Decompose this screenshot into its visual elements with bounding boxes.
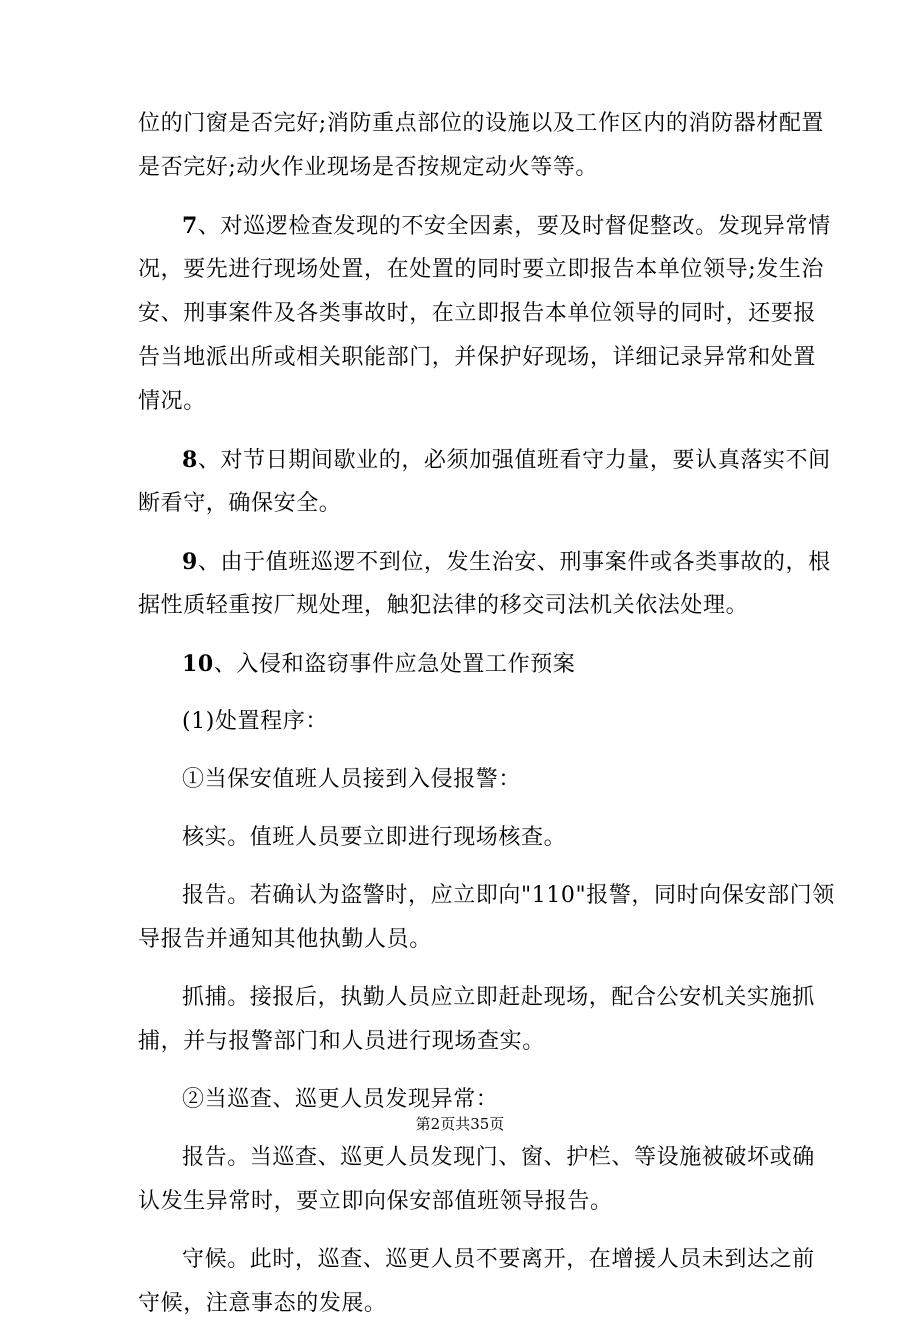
paragraph-gap [138, 628, 788, 642]
paragraph-gap [138, 1064, 788, 1078]
line-text: 报告。当巡查、巡更人员发现门、窗、护栏、等设施被破坏或确 [182, 1145, 815, 1170]
line-text: 告当地派出所或相关职能部门，并保护好现场，详细记录异常和处置 [138, 345, 817, 370]
line-text: ②当巡查、巡更人员发现异常： [182, 1087, 499, 1112]
text-line [138, 976, 815, 1020]
line-text: 守候。此时，巡查、巡更人员不要离开，在增援人员未到达之前 [182, 1247, 815, 1272]
text-line [138, 584, 788, 628]
paragraph-gap [138, 526, 788, 540]
text-line [138, 1136, 815, 1180]
text-line [138, 438, 831, 482]
line-text: 报告。若确认为盗警时，应立即向"110"报警，同时向保安部门领 [182, 883, 835, 908]
line-text: 捕，并与报警部门和人员进行现场查实。 [138, 1029, 545, 1054]
line-text: 断看守，确保安全。 [138, 491, 342, 516]
text-line [138, 336, 817, 380]
text-line [138, 1180, 788, 1224]
paragraph-gap [138, 802, 788, 816]
document-body [138, 102, 835, 1326]
item-number: 7 [182, 213, 198, 239]
line-text: 、入侵和盗窃事件应急处置工作预案 [213, 652, 576, 677]
text-line [138, 146, 788, 190]
line-text: (1)处置程序： [182, 709, 328, 734]
text-line [138, 1282, 788, 1326]
line-text: 、对节日期间歇业的，必须加强值班看守力量，要认真落实不间 [197, 448, 831, 473]
paragraph-gap [138, 424, 788, 438]
line-text: 位的门窗是否完好;消防重点部位的设施以及工作区内的消防器材配置 [138, 111, 825, 136]
paragraph-gap [138, 1224, 788, 1238]
item-number: 10 [182, 651, 214, 677]
line-text: 认发生异常时，要立即向保安部值班领导报告。 [138, 1189, 613, 1214]
line-text: ①当保安值班人员接到入侵报警： [182, 767, 522, 792]
text-line [138, 380, 788, 424]
text-line [138, 918, 788, 962]
line-text: 、对巡逻检查发现的不安全因素，要及时督促整改。发现异常情 [197, 214, 831, 239]
line-text: 、由于值班巡逻不到位，发生治安、刑事案件或各类事故的，根 [197, 550, 831, 575]
line-text: 是否完好;动火作业现场是否按规定动火等等。 [138, 155, 599, 180]
item-number: 9 [182, 549, 198, 575]
line-text: 安、刑事案件及各类事故时，在立即报告本单位领导的同时，还要报 [138, 301, 817, 326]
text-line [138, 292, 817, 336]
text-line [138, 816, 788, 860]
text-line [138, 874, 835, 918]
text-line [138, 1020, 788, 1064]
line-text: 据性质轻重按厂规处理，触犯法律的移交司法机关依法处理。 [138, 593, 749, 618]
text-line [138, 540, 831, 584]
text-line [138, 102, 825, 146]
page-footer: 第2页共35页 [415, 1115, 505, 1133]
line-text: 况，要先进行现场处置，在处置的同时要立即报告本单位领导;发生治 [138, 257, 825, 282]
paragraph-gap [138, 860, 788, 874]
text-line [138, 248, 825, 292]
line-text: 抓捕。接报后，执勤人员应立即赶赴现场，配合公安机关实施抓 [182, 985, 815, 1010]
line-text: 导报告并通知其他执勤人员。 [138, 927, 432, 952]
paragraph-gap [138, 686, 788, 700]
item-number: 8 [182, 447, 198, 473]
line-text: 情况。 [138, 389, 206, 414]
paragraph-gap [138, 962, 788, 976]
paragraph-gap [138, 190, 788, 204]
text-line [138, 482, 788, 526]
paragraph-gap [138, 744, 788, 758]
text-line [138, 642, 788, 686]
text-line [138, 700, 788, 744]
line-text: 核实。值班人员要立即进行现场核查。 [182, 825, 567, 850]
line-text: 守候，注意事态的发展。 [138, 1291, 387, 1316]
text-line [138, 758, 788, 802]
text-line [138, 204, 831, 248]
text-line [138, 1238, 815, 1282]
